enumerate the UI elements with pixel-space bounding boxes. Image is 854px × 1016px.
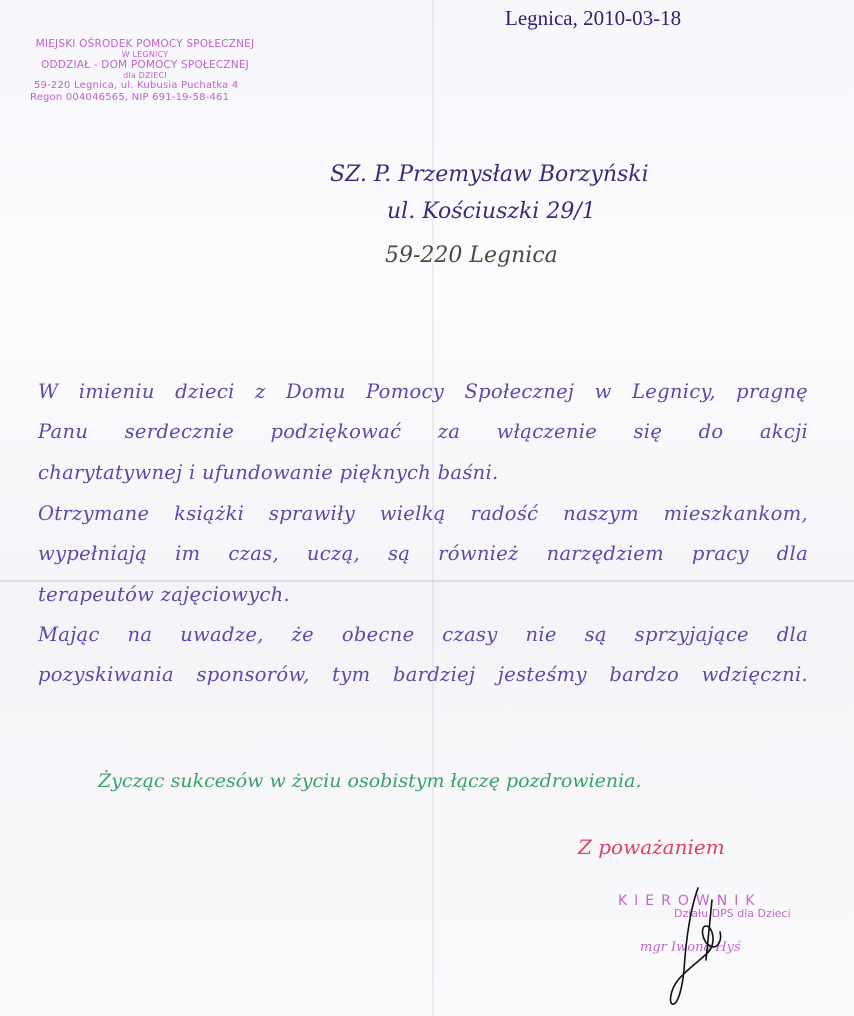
text-line: charytatywnej i ufundowanie pięknych baśni. [38,460,499,484]
text-line: wypełniają im czas, uczą, są również narzędziem pracy dla [38,542,808,566]
recipient-name: SZ. P. Przemysław Borzyński [330,162,649,187]
recipient-city: 59-220 Legnica [385,243,558,268]
paragraph-gratitude [38,615,808,696]
letter-date: Legnica, 2010-03-18 [505,6,682,30]
stamp-line: Regon 004046565, NIP 691-19-58-461 [30,92,230,103]
stamp-line: W LEGNICY [121,50,169,59]
handwritten-signature [660,880,750,1010]
text-line: pozyskiwania sponsorów, tym bardziej jesteśmy bardzo wdzięczni. [38,663,808,687]
recipient-street: ul. Kościuszki 29/1 [387,199,596,224]
wishes-line: Życząc sukcesów w życiu osobistym łączę pozdrowienia. [98,770,642,792]
text-line: Otrzymane książki sprawiły wielką radość naszym mieszkankom, [38,502,808,525]
text-line: terapeutów zajęciowych. [38,582,291,606]
stamp-name: mgr Iwona Hyś [640,940,741,955]
closing-line: Z poważaniem [578,835,725,859]
stamp-line: MIEJSKI OŚRODEK POMOCY SPOŁECZNEJ [35,38,255,50]
stamp-department: Działu DPS dla Dzieci [674,907,791,920]
stamp-line: ODDZIAŁ - DOM POMOCY SPOŁECZNEJ [41,59,249,71]
text-line: Panu serdecznie podziękować za włączenie się do akcji [38,420,808,444]
organization-stamp [30,38,260,104]
stamp-title: KIEROWNIK [618,893,762,909]
text-line: W imieniu dzieci z Domu Pomocy Społecznej w Legnicy, pragnę [38,380,808,403]
paragraph-books [38,494,808,615]
stamp-line: 59-220 Legnica, ul. Kubusia Puchatka 4 [34,80,239,91]
stamp-line: dla DZIECI [123,71,167,80]
text-line: Mając na uwadze, że obecne czasy nie są sprzyjające dla [38,623,808,646]
paragraph-thanks [38,372,808,493]
